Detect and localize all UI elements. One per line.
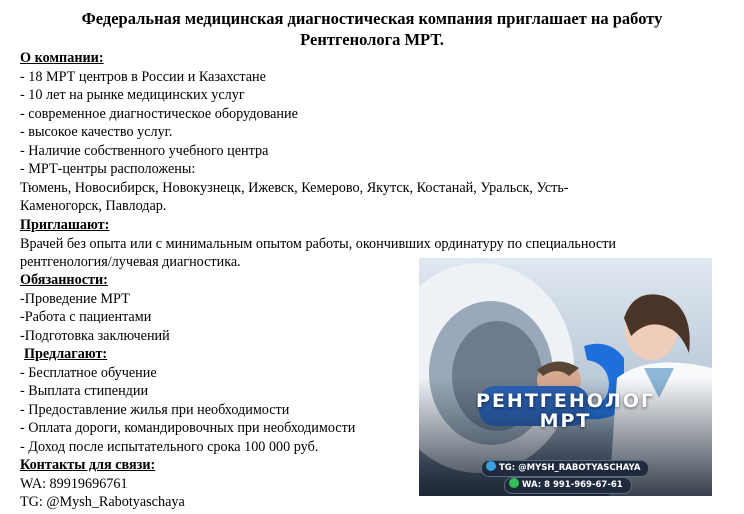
contact-telegram: TG: @Mysh_Rabotyaschaya — [20, 494, 185, 510]
offer-item: - Оплата дороги, командировочных при необходимости — [20, 420, 356, 436]
duty-item: -Проведение МРТ — [20, 290, 130, 307]
about-item: - 18 МРТ центров в России и Казахстане — [20, 68, 266, 85]
mri-banner-image — [419, 258, 712, 496]
offer-item: - Выплата стипендии — [20, 383, 149, 399]
telegram-icon — [486, 461, 496, 471]
title-line-1: Федеральная медицинская диагностическая компания приглашает на работу — [81, 9, 663, 28]
contact-whatsapp: WA: 89919696761 — [20, 475, 128, 492]
duties-section — [20, 271, 170, 345]
invite-heading: Приглашают: — [20, 217, 110, 233]
about-item: - МРТ-центры расположены: — [20, 161, 196, 177]
about-heading: О компании: — [20, 50, 104, 66]
about-item: - 10 лет на рынке медицинских услуг — [20, 87, 245, 103]
about-section — [20, 49, 569, 216]
contacts-section — [20, 456, 185, 512]
banner-title-line-1: РЕНТГЕНОЛОГ — [476, 390, 655, 412]
about-item: - современное диагностическое оборудование — [20, 105, 298, 122]
about-item: - высокое качество услуг. — [20, 124, 173, 140]
duties-heading: Обязанности: — [20, 272, 108, 288]
cities-line-1: Тюмень, Новосибирск, Новокузнецк, Ижевск, Кемерово, Якутск, Костанай, Уральск, Усть- — [20, 179, 569, 196]
offer-item: - Доход после испытательного срока 100 000 руб. — [20, 438, 319, 455]
duty-item: -Подготовка заключений — [20, 327, 170, 344]
cities-line-2: Каменогорск, Павлодар. — [20, 198, 167, 214]
banner-title-line-2: МРТ — [539, 410, 592, 432]
ad-title — [20, 8, 724, 50]
duty-item: -Работа с пациентами — [20, 309, 152, 325]
title-line-2: Рентгенолога МРТ. — [300, 30, 444, 49]
offer-item: - Бесплатное обучение — [20, 364, 157, 381]
banner-whatsapp-pill — [504, 477, 632, 494]
whatsapp-icon — [509, 478, 519, 488]
banner-telegram-pill — [481, 460, 649, 477]
banner-telegram-text: TG: @MYSH_RABOTYASCHAYA — [499, 463, 641, 473]
banner-whatsapp-text: WA: 8 991-969-67-61 — [522, 480, 623, 490]
offer-section — [20, 345, 355, 456]
offer-item: - Предоставление жилья при необходимости — [20, 401, 290, 418]
invite-line-2: рентгенология/лучевая диагностика. — [20, 254, 241, 270]
invite-line-1: Врачей без опыта или с минимальным опытом работы, окончивших ординатуру по специальности — [20, 235, 617, 252]
about-item: - Наличие собственного учебного центра — [20, 142, 269, 159]
contacts-heading: Контакты для связи: — [20, 457, 156, 473]
offer-heading: Предлагают: — [24, 346, 108, 362]
